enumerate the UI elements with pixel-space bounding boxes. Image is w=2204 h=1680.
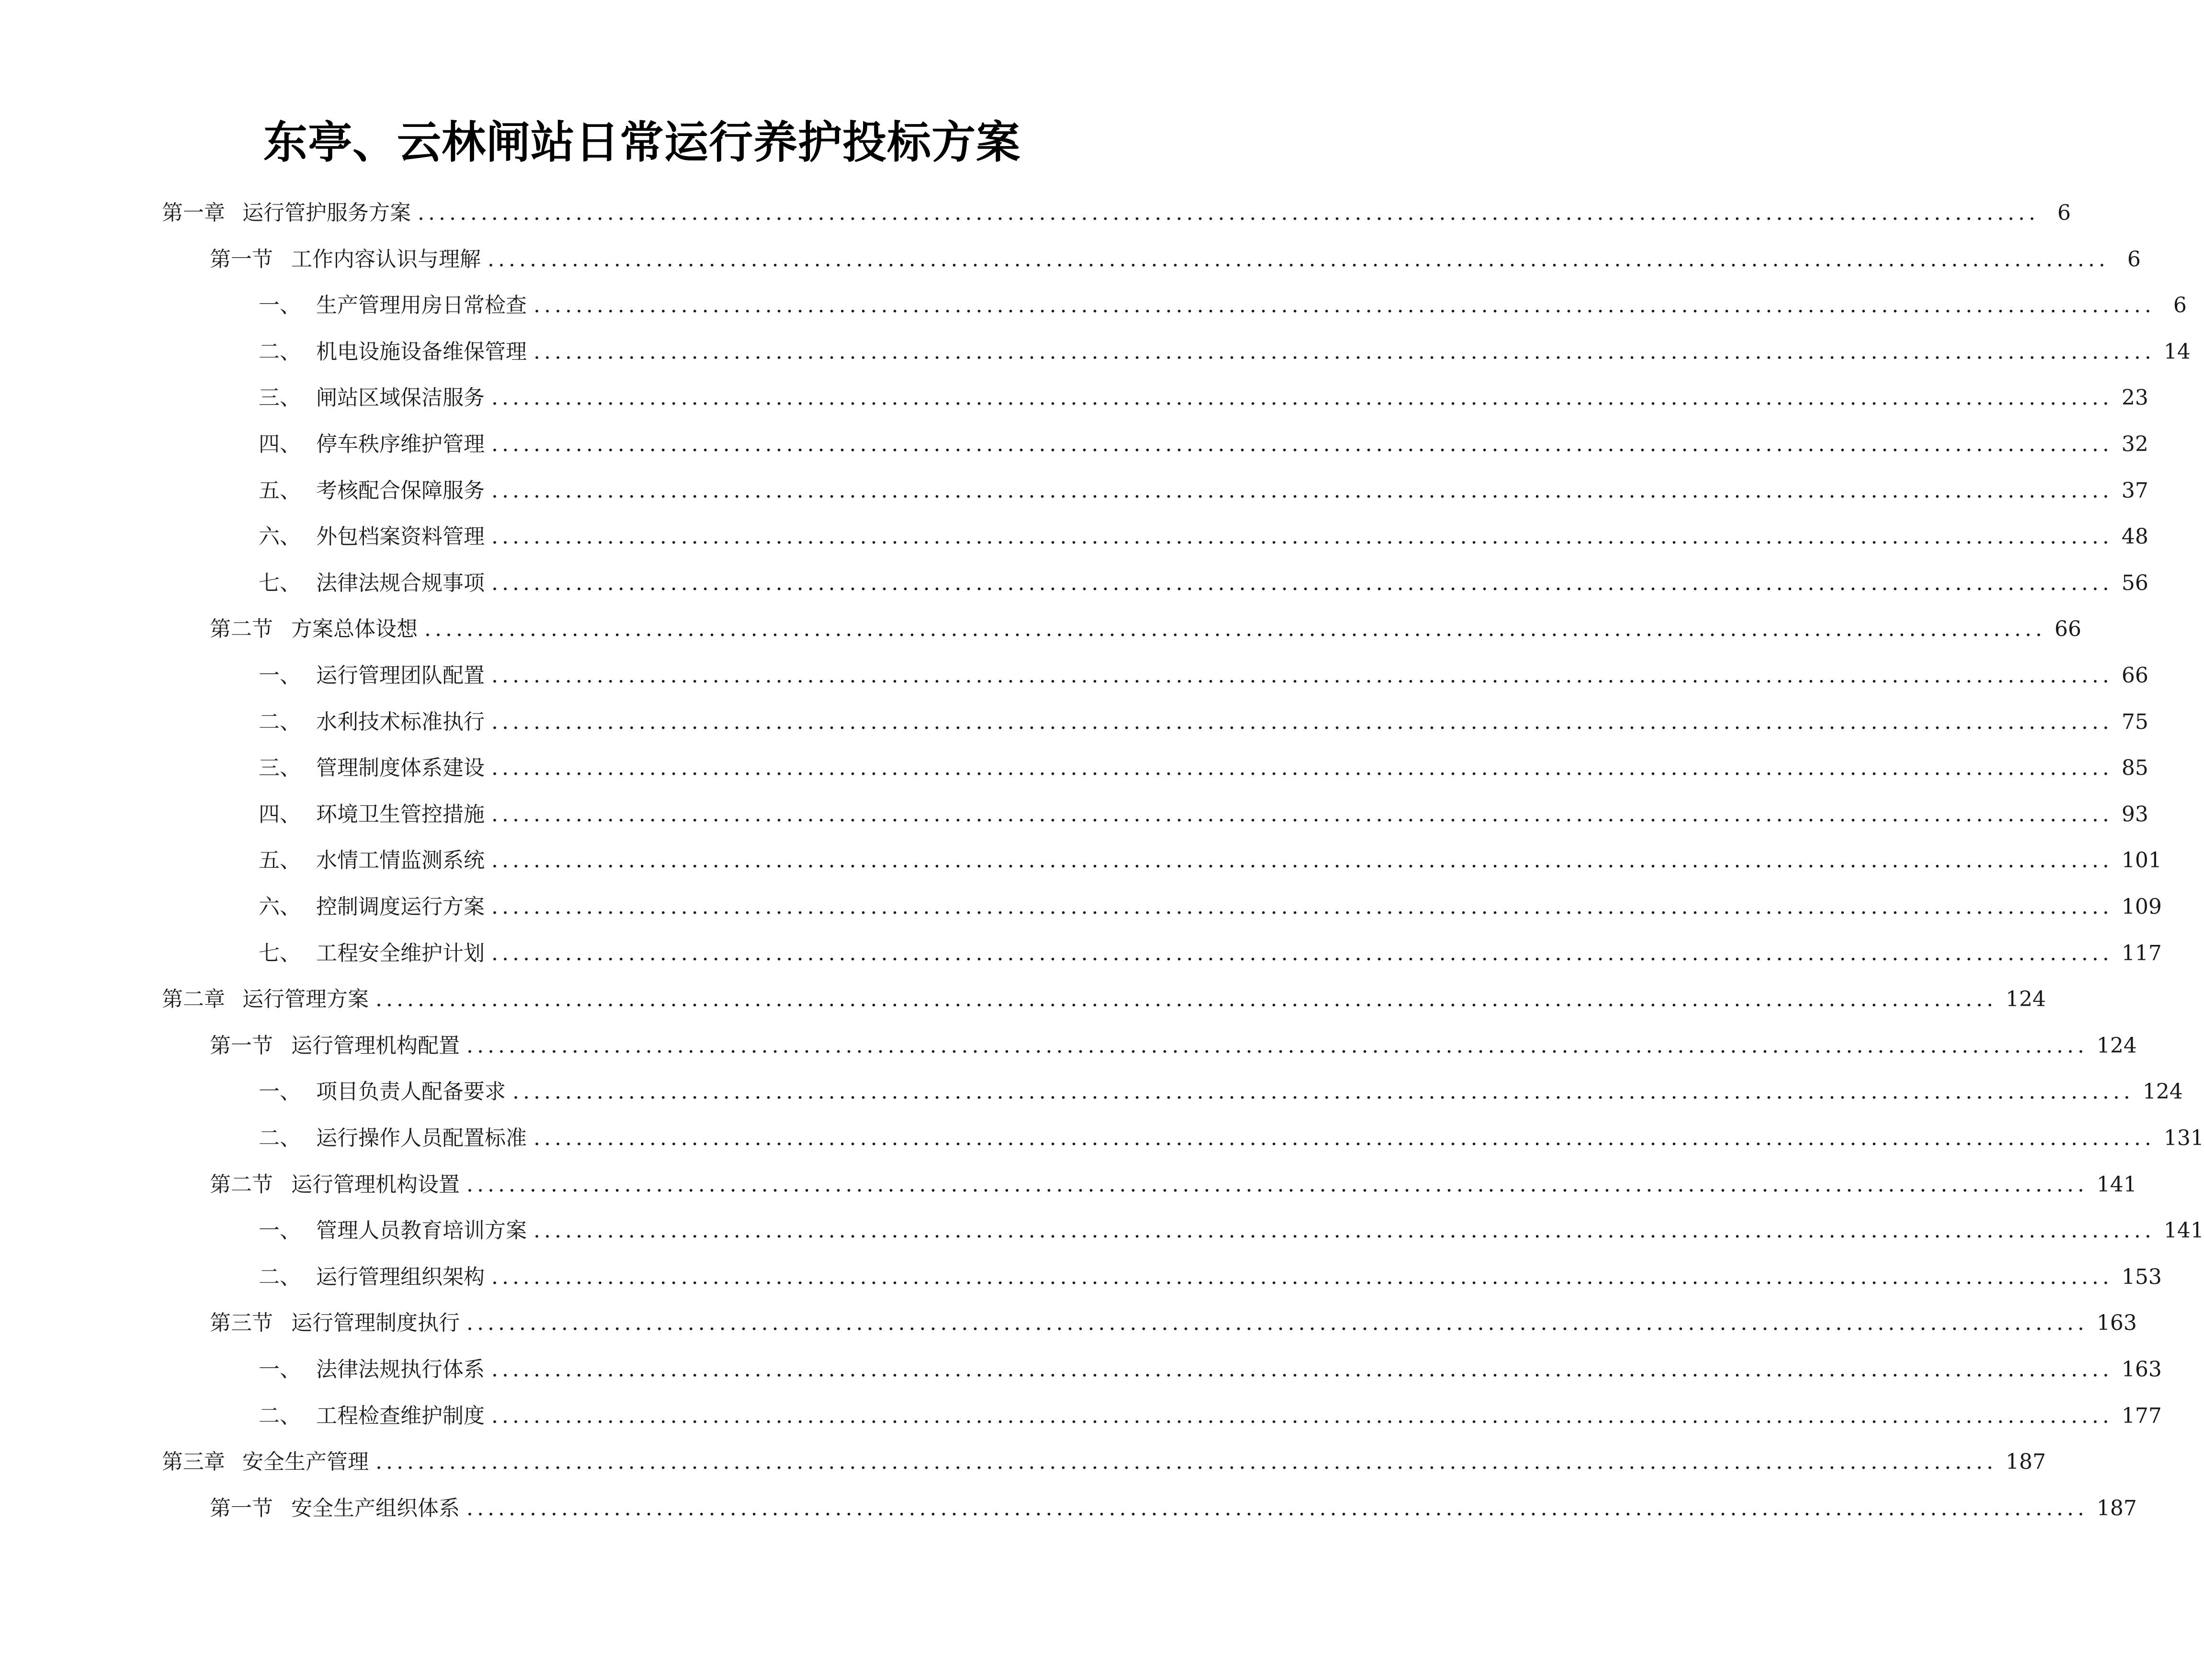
toc-dot-leader: .......................................................................................................................................................... [491, 941, 2113, 965]
toc-entry-number: 一、 [259, 1218, 301, 1243]
toc-entry[interactable] [162, 980, 2046, 1019]
toc-entry[interactable] [259, 425, 2148, 464]
toc-dot-leader: .......................................................................................................................................................... [491, 848, 2113, 873]
toc-entry-title: 运行管理机构设置 [291, 1172, 460, 1197]
toc-dot-leader: .......................................................................................................................................................... [424, 617, 2046, 642]
toc-entry-title: 工作内容认识与理解 [291, 247, 481, 272]
toc-dot-leader: .......................................................................................................................................................... [491, 386, 2113, 410]
toc-entry-number: 第一章 [162, 201, 225, 225]
toc-entry-title: 水利技术标准执行 [316, 709, 485, 734]
toc-entry-title: 法律法规合规事项 [316, 570, 485, 595]
toc-entry-title: 运行管理制度执行 [291, 1311, 460, 1336]
toc-entry-page-number: 117 [2121, 941, 2162, 965]
toc-entry-number: 三、 [259, 756, 301, 781]
toc-dot-leader: .......................................................................................................................................................... [491, 570, 2113, 595]
toc-dot-leader: .......................................................................................................................................................... [375, 1450, 1997, 1475]
toc-entry-page-number: 124 [2096, 1033, 2137, 1058]
toc-entry[interactable] [210, 1304, 2137, 1342]
toc-dot-leader: .......................................................................................................................................................... [466, 1496, 2088, 1521]
toc-dot-leader: .......................................................................................................................................................... [534, 339, 2155, 364]
toc-entry-number: 四、 [259, 802, 301, 827]
toc-dot-leader: .......................................................................................................................................................... [491, 478, 2113, 503]
toc-entry-title: 考核配合保障服务 [316, 478, 485, 503]
toc-entry-page-number: 141 [2096, 1172, 2137, 1197]
toc-dot-leader: .......................................................................................................................................................... [466, 1311, 2088, 1336]
toc-entry[interactable] [259, 749, 2148, 787]
toc-dot-leader: .......................................................................................................................................................... [512, 1079, 2134, 1104]
toc-entry[interactable] [210, 1489, 2137, 1528]
toc-entry-title: 生产管理用房日常检查 [316, 293, 527, 318]
toc-entry[interactable] [259, 379, 2148, 417]
toc-entry-number: 二、 [259, 709, 301, 734]
toc-entry[interactable] [259, 333, 2191, 371]
toc-dot-leader: .......................................................................................................................................................... [491, 802, 2113, 827]
toc-entry[interactable] [259, 841, 2162, 880]
toc-dot-leader: .......................................................................................................................................................... [466, 1172, 2088, 1197]
toc-entry-number: 一、 [259, 663, 301, 688]
toc-entry-number: 五、 [259, 478, 301, 503]
toc-dot-leader: .......................................................................................................................................................... [491, 1357, 2113, 1382]
toc-entry-number: 四、 [259, 432, 301, 456]
toc-entry-title: 运行管理机构配置 [291, 1033, 460, 1058]
toc-entry[interactable] [259, 286, 2187, 325]
toc-entry-number: 一、 [259, 1079, 301, 1104]
toc-entry-page-number: 75 [2121, 709, 2148, 734]
toc-entry-number: 第三章 [162, 1450, 225, 1475]
toc-dot-leader: .......................................................................................................................................................... [418, 201, 2039, 225]
toc-entry[interactable] [162, 194, 2071, 232]
toc-entry[interactable] [210, 610, 2081, 648]
toc-dot-leader: .......................................................................................................................................................... [491, 663, 2113, 688]
toc-entry[interactable] [259, 657, 2148, 695]
toc-entry-page-number: 56 [2121, 570, 2148, 595]
toc-entry-title: 管理制度体系建设 [316, 756, 485, 781]
toc-entry-number: 三、 [259, 386, 301, 410]
toc-entry-title: 运行管理团队配置 [316, 663, 485, 688]
toc-entry-page-number: 37 [2121, 478, 2148, 503]
toc-entry-page-number: 109 [2121, 895, 2162, 919]
toc-dot-leader: .......................................................................................................................................................... [534, 1218, 2155, 1243]
toc-entry-number: 一、 [259, 1357, 301, 1382]
toc-dot-leader: .......................................................................................................................................................... [491, 1403, 2113, 1428]
toc-entry-number: 第一节 [210, 1033, 273, 1058]
toc-entry[interactable] [259, 888, 2162, 926]
toc-entry-page-number: 6 [2173, 293, 2187, 318]
toc-entry-title: 水情工情监测系统 [316, 848, 485, 873]
toc-entry-number: 第二章 [162, 987, 225, 1012]
toc-entry-page-number: 124 [2142, 1079, 2183, 1104]
toc-entry-page-number: 85 [2121, 756, 2148, 781]
toc-dot-leader: .......................................................................................................................................................... [491, 432, 2113, 456]
toc-dot-leader: .......................................................................................................................................................... [491, 524, 2113, 549]
toc-entry-title: 控制调度运行方案 [316, 895, 485, 919]
toc-entry[interactable] [210, 1166, 2137, 1204]
toc-entry-number: 二、 [259, 1403, 301, 1428]
toc-entry-page-number: 93 [2121, 802, 2148, 827]
page-title: 东亭、云林闸站日常运行养护投标方案 [263, 117, 1021, 168]
toc-entry-number: 五、 [259, 848, 301, 873]
toc-entry-title: 闸站区域保洁服务 [316, 386, 485, 410]
toc-dot-leader: .......................................................................................................................................................... [491, 756, 2113, 781]
toc-entry-title: 项目负责人配备要求 [316, 1079, 506, 1104]
toc-entry-number: 二、 [259, 1264, 301, 1289]
toc-entry[interactable] [259, 1212, 2204, 1250]
toc-entry[interactable] [259, 1119, 2204, 1158]
toc-entry-page-number: 6 [2127, 247, 2141, 272]
toc-entry[interactable] [259, 518, 2148, 556]
toc-entry-title: 运行管护服务方案 [242, 201, 411, 225]
toc-entry-page-number: 177 [2121, 1403, 2162, 1428]
toc-entry-page-number: 23 [2121, 386, 2148, 410]
toc-entry-number: 第一节 [210, 247, 273, 272]
toc-dot-leader: .......................................................................................................................................................... [488, 247, 2109, 272]
toc-entry-page-number: 66 [2121, 663, 2148, 688]
toc-dot-leader: .......................................................................................................................................................... [534, 293, 2155, 318]
toc-entry-title: 安全生产管理 [242, 1450, 369, 1475]
toc-entry-page-number: 163 [2121, 1357, 2162, 1382]
toc-entry-page-number: 32 [2121, 432, 2148, 456]
toc-entry-title: 运行管理组织架构 [316, 1264, 485, 1289]
toc-entry-title: 外包档案资料管理 [316, 524, 485, 549]
toc-entry[interactable] [259, 703, 2148, 741]
toc-entry-number: 第一节 [210, 1496, 273, 1521]
toc-entry-page-number: 163 [2096, 1311, 2137, 1336]
toc-dot-leader: .......................................................................................................................................................... [491, 1264, 2113, 1289]
toc-entry[interactable] [162, 1443, 2046, 1481]
toc-dot-leader: .......................................................................................................................................................... [491, 895, 2113, 919]
toc-entry[interactable] [259, 795, 2148, 834]
toc-entry-number: 二、 [259, 339, 301, 364]
toc-entry[interactable] [259, 564, 2148, 602]
toc-entry-title: 管理人员教育培训方案 [316, 1218, 527, 1243]
toc-entry-title: 法律法规执行体系 [316, 1357, 485, 1382]
toc-entry-number: 第三节 [210, 1311, 273, 1336]
toc-entry-title: 机电设施设备维保管理 [316, 339, 527, 364]
toc-dot-leader: .......................................................................................................................................................... [491, 709, 2113, 734]
toc-entry-page-number: 66 [2054, 617, 2081, 642]
toc-entry-title: 运行操作人员配置标准 [316, 1126, 527, 1150]
toc-entry-page-number: 141 [2163, 1218, 2204, 1243]
toc-entry-page-number: 187 [2096, 1496, 2137, 1521]
toc-entry-title: 工程检查维护制度 [316, 1403, 485, 1428]
toc-dot-leader: .......................................................................................................................................................... [466, 1033, 2088, 1058]
toc-entry[interactable] [259, 1258, 2162, 1296]
toc-entry-page-number: 14 [2163, 339, 2191, 364]
toc-entry-page-number: 187 [2005, 1450, 2046, 1475]
toc-dot-leader: .......................................................................................................................................................... [375, 987, 1997, 1012]
toc-entry-page-number: 153 [2121, 1264, 2162, 1289]
toc-entry[interactable] [210, 1027, 2137, 1065]
toc-entry-title: 方案总体设想 [291, 617, 418, 642]
toc-entry-number: 七、 [259, 570, 301, 595]
toc-entry-page-number: 124 [2005, 987, 2046, 1012]
toc-entry-title: 停车秩序维护管理 [316, 432, 485, 456]
toc-entry-title: 安全生产组织体系 [291, 1496, 460, 1521]
toc-entry-page-number: 48 [2121, 524, 2148, 549]
toc-dot-leader: .......................................................................................................................................................... [534, 1126, 2155, 1150]
toc-entry-number: 一、 [259, 293, 301, 318]
toc-entry[interactable] [259, 1397, 2162, 1435]
toc-entry-title: 工程安全维护计划 [316, 941, 485, 965]
toc-entry-page-number: 101 [2121, 848, 2162, 873]
toc-entry-number: 六、 [259, 895, 301, 919]
toc-entry[interactable] [259, 1073, 2183, 1111]
toc-entry-page-number: 6 [2057, 201, 2071, 225]
toc-entry-title: 环境卫生管控措施 [316, 802, 485, 827]
toc-entry-title: 运行管理方案 [242, 987, 369, 1012]
toc-entry-number: 第二节 [210, 1172, 273, 1197]
toc-entry-page-number: 131 [2163, 1126, 2204, 1150]
toc-entry[interactable] [259, 934, 2162, 973]
toc-entry[interactable] [259, 1351, 2162, 1389]
toc-entry-number: 七、 [259, 941, 301, 965]
toc-entry[interactable] [259, 472, 2148, 510]
toc-entry-number: 六、 [259, 524, 301, 549]
toc-entry[interactable] [210, 240, 2141, 279]
toc-entry-number: 二、 [259, 1126, 301, 1150]
toc-entry-number: 第二节 [210, 617, 273, 642]
